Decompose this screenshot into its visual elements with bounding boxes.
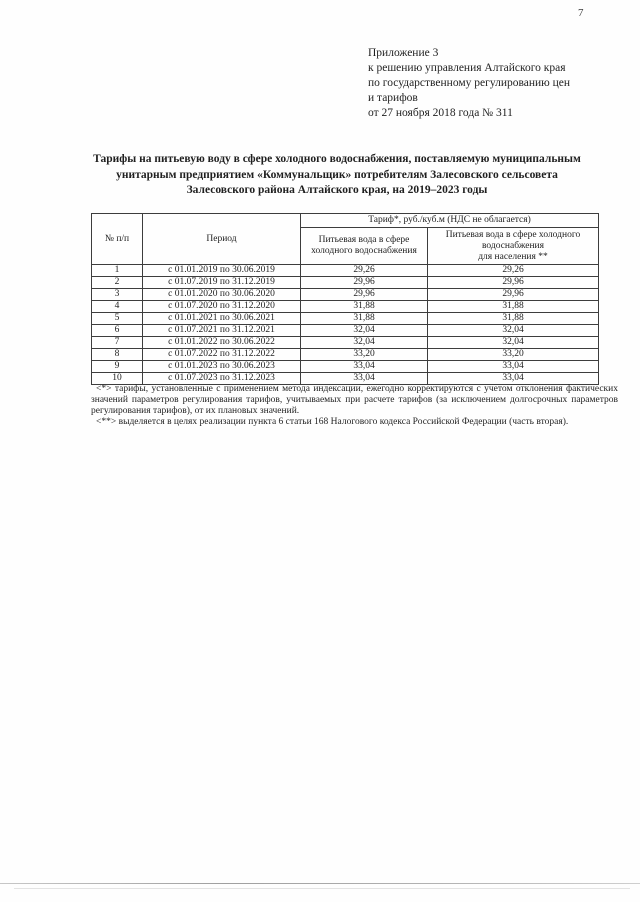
table-row (92, 289, 599, 301)
cell-period: с 01.01.2019 по 30.06.2019 (143, 265, 301, 277)
cell-tariff: 33,20 (301, 349, 428, 361)
appendix-line-5: от 27 ноября 2018 года № 311 (368, 107, 513, 119)
cell-period: с 01.01.2023 по 30.06.2023 (143, 361, 301, 373)
table-row (92, 277, 599, 289)
cell-period: с 01.07.2022 по 31.12.2022 (143, 349, 301, 361)
cell-tariff-population: 33,04 (428, 373, 599, 385)
cell-period: с 01.07.2023 по 31.12.2023 (143, 373, 301, 385)
table-row (92, 337, 599, 349)
cell-tariff-population: 29,26 (428, 265, 599, 277)
cell-period: с 01.01.2020 по 30.06.2020 (143, 289, 301, 301)
cell-tariff-population: 32,04 (428, 325, 599, 337)
cell-num: 4 (92, 301, 143, 313)
footnote-1: <*> тарифы, установленные с применением метода индексации, ежегодно корректируются с учетом отклонения фактических значений параметров регулирования тарифов, учитываемых при расчете тарифов (за исключением долгосрочных параметров регулирования тарифов), от их плановых значений. (91, 384, 618, 416)
table-row (92, 313, 599, 325)
page-number: 7 (578, 7, 584, 19)
cell-num: 9 (92, 361, 143, 373)
table-row (92, 361, 599, 373)
cell-tariff-population: 31,88 (428, 313, 599, 325)
header-water: Питьевая вода в сфере холодного водоснабжения (301, 228, 428, 265)
cell-tariff: 31,88 (301, 301, 428, 313)
cell-tariff: 29,26 (301, 265, 428, 277)
cell-num: 10 (92, 373, 143, 385)
table-row (92, 265, 599, 277)
header-tariff-group: Тариф*, руб./куб.м (НДС не облагается) (301, 214, 599, 228)
cell-tariff: 31,88 (301, 313, 428, 325)
header-period: Период (143, 214, 301, 265)
appendix-block (368, 46, 608, 121)
header-water-population-lines: Питьевая вода в сфере холодного водоснабжения для населения ** (445, 229, 581, 262)
cell-period: с 01.07.2020 по 31.12.2020 (143, 301, 301, 313)
table-header-row-top (92, 214, 599, 228)
appendix-line-3: по государственному регулированию цен (368, 77, 571, 89)
cell-num: 8 (92, 349, 143, 361)
cell-period: с 01.01.2021 по 30.06.2021 (143, 313, 301, 325)
cell-num: 1 (92, 265, 143, 277)
header-water-population (428, 228, 599, 265)
cell-tariff: 32,04 (301, 337, 428, 349)
cell-tariff-population: 29,96 (428, 289, 599, 301)
scan-artifact-line-faint (14, 888, 630, 889)
cell-num: 6 (92, 325, 143, 337)
footnote-2: <**> выделяется в целях реализации пункта 6 статьи 168 Налогового кодекса Российской Федерации (часть вторая). (96, 417, 569, 427)
cell-tariff: 29,96 (301, 289, 428, 301)
cell-tariff-population: 29,96 (428, 277, 599, 289)
cell-tariff-population: 33,20 (428, 349, 599, 361)
appendix-line-4: и тарифов (368, 92, 418, 104)
cell-num: 3 (92, 289, 143, 301)
table-row (92, 349, 599, 361)
cell-num: 2 (92, 277, 143, 289)
table-row (92, 373, 599, 385)
header-num: № п/п (92, 214, 143, 265)
footnotes-block (91, 384, 618, 428)
table-row (92, 325, 599, 337)
document-title: Тарифы на питьевую воду в сфере холодного водоснабжения, поставляемую муниципальным унитарным предприятием «Коммунальщик» потребителям Залесовского сельсовета Залесовского района Алтайского края, на 2019–2023 годы (93, 153, 581, 196)
cell-tariff-population: 33,04 (428, 361, 599, 373)
cell-period: с 01.07.2021 по 31.12.2021 (143, 325, 301, 337)
table-row (92, 301, 599, 313)
cell-tariff: 33,04 (301, 361, 428, 373)
cell-period: с 01.01.2022 по 30.06.2022 (143, 337, 301, 349)
cell-num: 7 (92, 337, 143, 349)
cell-tariff: 33,04 (301, 373, 428, 385)
appendix-line-2: к решению управления Алтайского края (368, 62, 566, 74)
cell-num: 5 (92, 313, 143, 325)
cell-tariff-population: 31,88 (428, 301, 599, 313)
cell-period: с 01.07.2019 по 31.12.2019 (143, 277, 301, 289)
cell-tariff-population: 32,04 (428, 337, 599, 349)
appendix-line-1: Приложение 3 (368, 47, 439, 59)
tariff-table (91, 213, 599, 385)
cell-tariff: 32,04 (301, 325, 428, 337)
cell-tariff: 29,96 (301, 277, 428, 289)
scan-artifact-line (0, 883, 640, 884)
